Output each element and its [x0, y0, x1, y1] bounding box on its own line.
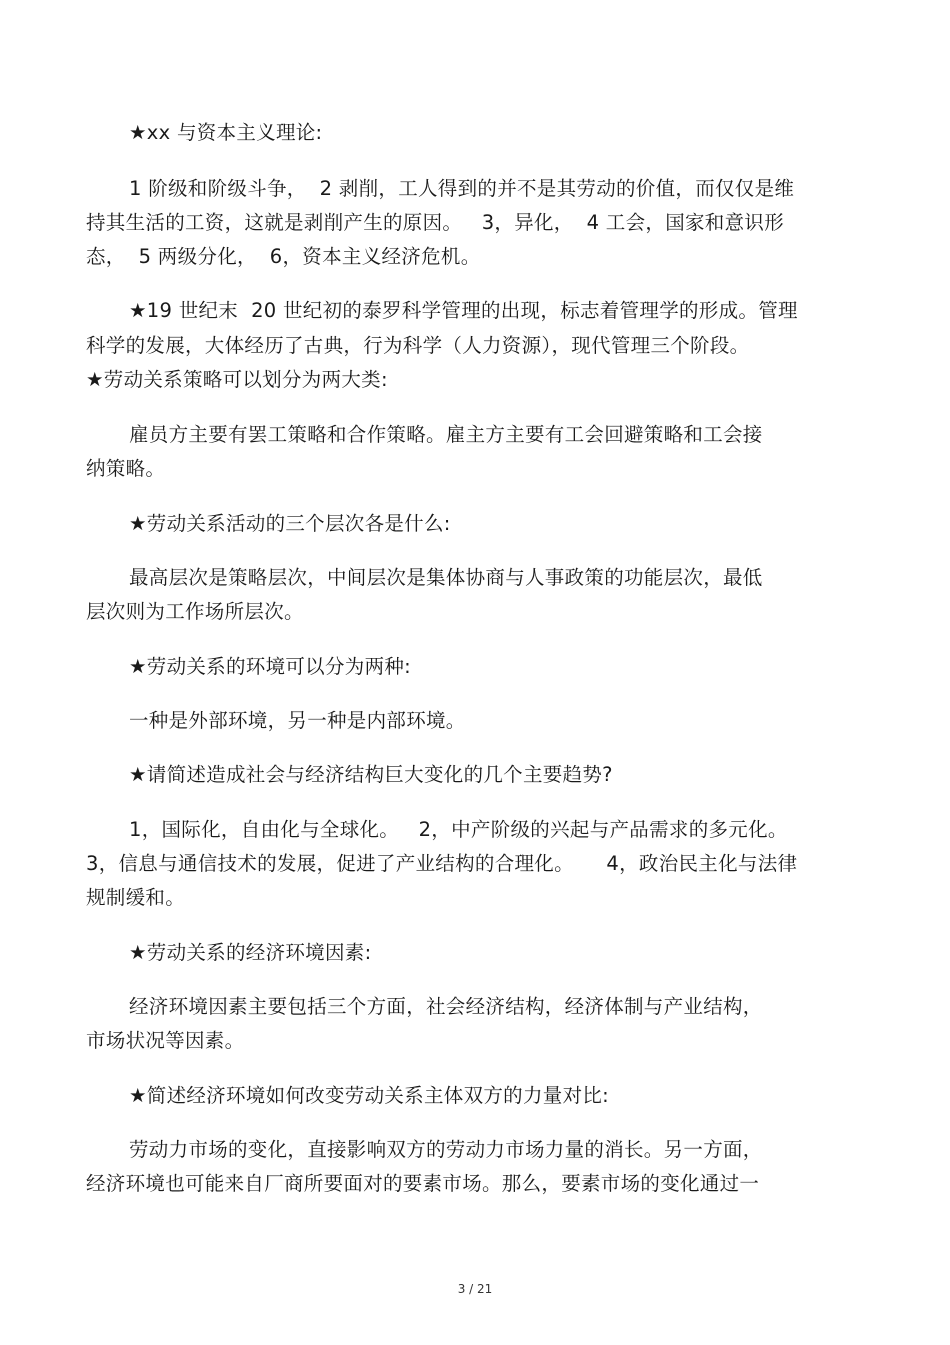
paragraph-line: 科学的发展，大体经历了古典，行为科学（人力资源），现代管理三个阶段。 [86, 334, 750, 357]
paragraph-line: 雇员方主要有罢工策略和合作策略。雇主方主要有工会回避策略和工会接 [129, 423, 763, 446]
heading-taylor: ★19 世纪末 20 世纪初的泰罗科学管理的出现，标志着管理学的形成。管理 [129, 299, 798, 322]
heading-environment: ★劳动关系的环境可以分为两种: [129, 655, 412, 678]
heading-trends: ★请简述造成社会与经济结构巨大变化的几个主要趋势? [129, 763, 613, 786]
heading-three-levels: ★劳动关系活动的三个层次各是什么: [129, 512, 451, 535]
paragraph-line: 经济环境也可能来自厂商所要面对的要素市场。那么，要素市场的变化通过一 [86, 1172, 760, 1195]
paragraph-line: 3，信息与通信技术的发展，促进了产业结构的合理化。 4，政治民主化与法律 [86, 852, 798, 875]
heading-economic-factors: ★劳动关系的经济环境因素: [129, 941, 372, 964]
heading-marx-theory: ★xx 与资本主义理论: [129, 121, 323, 144]
paragraph-line: 1 阶级和阶级斗争， 2 剥削，工人得到的并不是其劳动的价值，而仅仅是维 [129, 177, 795, 200]
paragraph-line: 劳动力市场的变化，直接影响双方的劳动力市场力量的消长。另一方面， [129, 1138, 763, 1161]
paragraph-line: 市场状况等因素。 [86, 1029, 245, 1052]
paragraph-line: 态， 5 两级分化， 6，资本主义经济危机。 [86, 245, 481, 268]
heading-strategy: ★劳动关系策略可以划分为两大类: [86, 368, 388, 391]
paragraph-line: 纳策略。 [86, 457, 166, 480]
page-number: 3 / 21 [457, 1282, 493, 1296]
paragraph-line: 层次则为工作场所层次。 [86, 600, 304, 623]
paragraph-line: 一种是外部环境，另一种是内部环境。 [129, 709, 466, 732]
paragraph-line: 持其生活的工资，这就是剥削产生的原因。 3，异化， 4 工会，国家和意识形 [86, 211, 785, 234]
paragraph-line: 1，国际化，自由化与全球化。 2，中产阶级的兴起与产品需求的多元化。 [129, 818, 788, 841]
heading-power-balance: ★简述经济环境如何改变劳动关系主体双方的力量对比: [129, 1084, 610, 1107]
paragraph-line: 规制缓和。 [86, 886, 186, 909]
paragraph-line: 经济环境因素主要包括三个方面，社会经济结构，经济体制与产业结构， [129, 995, 763, 1018]
paragraph-line: 最高层次是策略层次，中间层次是集体协商与人事政策的功能层次，最低 [129, 566, 763, 589]
